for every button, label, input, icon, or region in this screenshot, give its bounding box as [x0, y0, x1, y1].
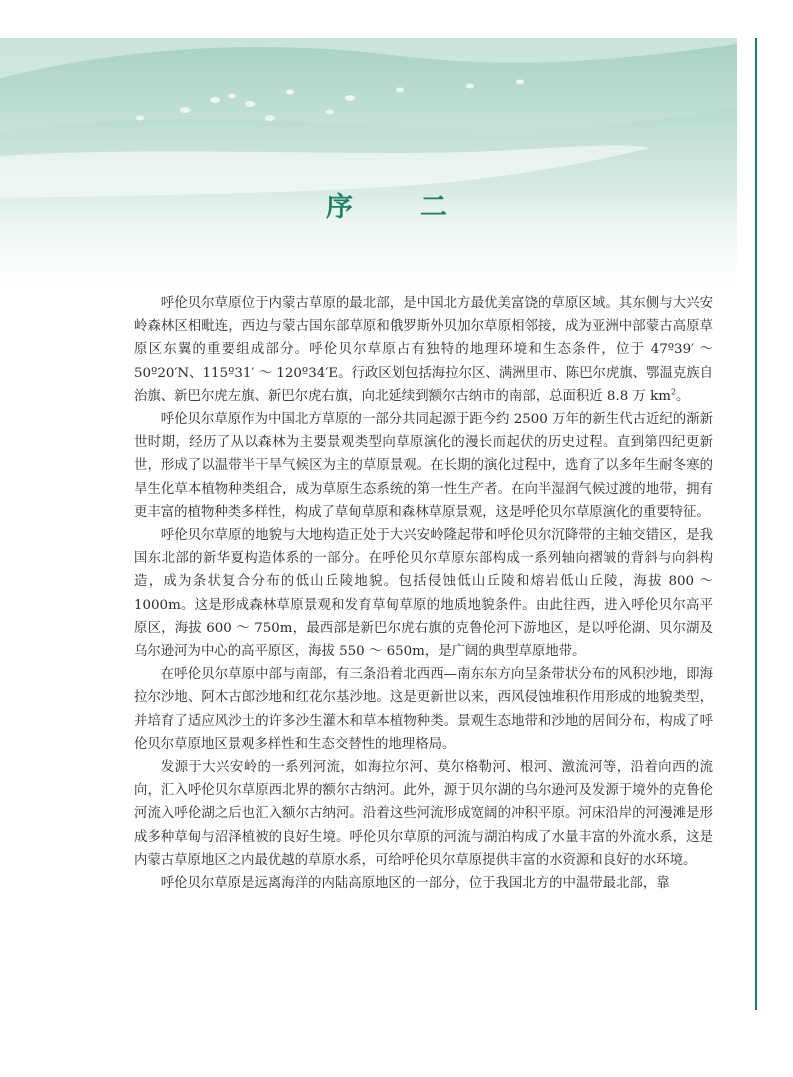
page-title: 序 二: [326, 192, 467, 223]
grassland-illustration: [0, 38, 737, 300]
paragraph: 呼伦贝尔草原是远离海洋的内陆高原地区的一部分，位于我国北方的中温带最北部，靠: [160, 876, 670, 892]
right-margin-rule: [755, 38, 757, 1010]
paragraph: 在呼伦贝尔草原中部与南部，有三条沿着北西西—南东东方向呈条带状分布的风积沙地，即海拉尔沙地、阿木古郎沙地和红花尔基沙地。这是更新世以来，西风侵蚀堆积作用形成的地貌类型，并培育了适应风沙土的许多沙生灌木和草本植物种类。景观生态地带和沙地的居间分布，构成了呼伦贝尔草原地区景观多样性和生态交替性的地理格局。: [134, 667, 713, 752]
paragraph: 发源于大兴安岭的一系列河流，如海拉尔河、莫尔格勒河、根河、激流河等，沿着向西的流向，汇入呼伦贝尔草原西北界的额尔古纳河。此外，源于贝尔湖的乌尔逊河及发源于境外的克鲁伦河流入呼伦湖之后也汇入额尔古纳河。沿着这些河流形成宽阔的冲积平原。河床沿岸的河漫滩是形成多种草甸与沼泽植被的良好生境。呼伦贝尔草原的河流与湖泊构成了水量丰富的外流水系，这是内蒙古草原地区之内最优越的草原水系，可给呼伦贝尔草原提供丰富的水资源和良好的水环境。: [134, 760, 713, 868]
grassland-photo-banner: [0, 38, 737, 300]
paragraph: 呼伦贝尔草原位于内蒙古草原的最北部，是中国北方最优美富饶的草原区域。其东侧与大兴安岭森林区相毗连，西边与蒙古国东部草原和俄罗斯外贝加尔草原相邻接，成为亚洲中部蒙古高原草原区东翼的重要组成部分。呼伦贝尔草原占有独特的地理环境和生态条件，位于 47º39′ ～ 50º20′N、115º31′ ～ 120º34′E。行政区划包括海拉尔区、满洲里市、陈巴尔虎旗、鄂温克族自治旗、新巴尔虎左旗、新巴尔虎右旗，向北延续到额尔古纳市的南部，总面积近 8.8 万 $km^2$。: [134, 296, 714, 404]
paragraph: 呼伦贝尔草原的地貌与大地构造正处于大兴安岭隆起带和呼伦贝尔沉降带的主轴交错区，是我国东北部的新华夏构造体系的一部分。在呼伦贝尔草原东部构成一系列轴向褶皱的背斜与向斜构造，成为条状复合分布的低山丘陵地貌。包括侵蚀低山丘陵和熔岩低山丘陵，海拔 800 ～ 1000m。这是形成森林草原景观和发育草甸草原的地质地貌条件。由此往西，进入呼伦贝尔高平原区，海拔 600 ～ 750m，最西部是新巴尔虎右旗的克鲁伦河下游地区，是以呼伦湖、贝尔湖及乌尔逊河为中心的高平原区，海拔 550 ～ 650m，是广阔的典型草原地带。: [134, 528, 713, 660]
body-text: [134, 292, 713, 895]
superscript: 2: [670, 387, 677, 397]
paragraph: 呼伦贝尔草原作为中国北方草原的一部分共同起源于距今约 2500 万年的新生代古近纪的渐新世时期，经历了从以森林为主要景观类型向草原演化的漫长而起伏的历史过程。直到第四纪更新世，形成了以温带半干旱气候区为主的草原景观。在长期的演化过程中，选育了以多年生耐冬寒的旱生化草本植物种类组合，成为草原生态系统的第一性生产者。在向半湿润气候过渡的地带，拥有更丰富的植物种类多样性，构成了草甸草原和森林草原景观，这是呼伦贝尔草原演化的重要特征。: [134, 412, 713, 520]
